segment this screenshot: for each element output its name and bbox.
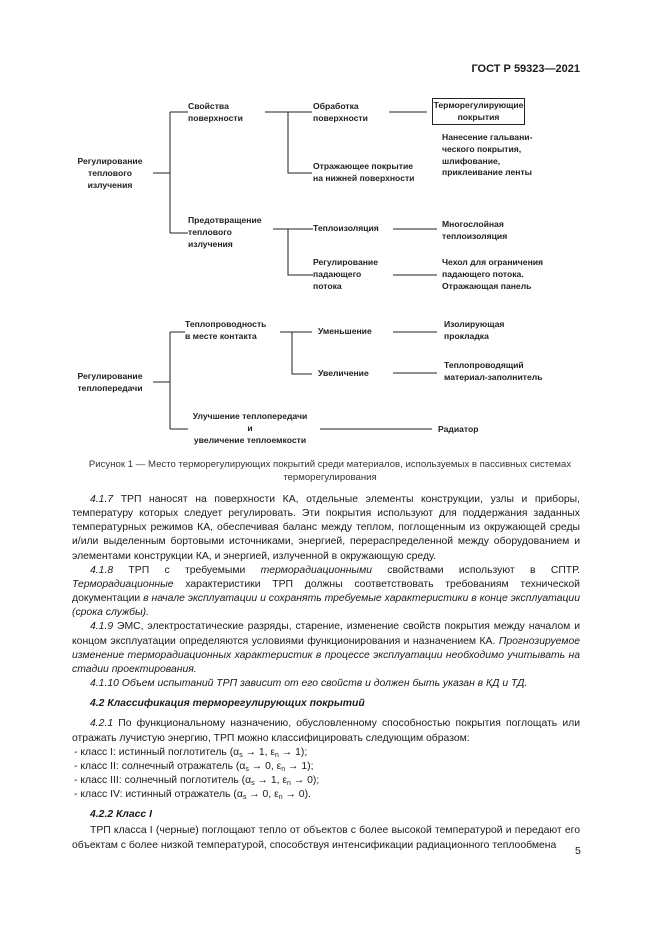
class-text: n bbox=[287, 779, 291, 787]
class-list bbox=[72, 746, 580, 803]
paragraph-4-1-10 bbox=[72, 677, 580, 691]
clause-number: 4.1.8 bbox=[90, 564, 114, 576]
class-text: → bbox=[242, 746, 259, 758]
class-text: 1 bbox=[270, 774, 277, 786]
class-text: → bbox=[248, 760, 266, 772]
class-list-item bbox=[72, 774, 580, 788]
paragraph-4-1-7 bbox=[72, 493, 580, 564]
class-text: , ε bbox=[270, 760, 282, 772]
section-heading-4-2: 4.2 Классификация терморегулирующих покрытий bbox=[90, 698, 365, 710]
text: в начале эксплуатации и сохранять требуемые характеристики в конце эксплуатации (срока службы). bbox=[72, 593, 580, 619]
class-text: 1 bbox=[258, 746, 265, 758]
class-list-item bbox=[72, 788, 580, 802]
text: 4.1.10 Объем испытаний ТРП зависит от его свойств и должен быть указан в КД и ТД. bbox=[90, 678, 528, 690]
class-text: s bbox=[251, 779, 255, 787]
diagram-node-root-transfer: Регулирование теплопередачи bbox=[77, 371, 143, 393]
diagram-node-incident-flow: Регулирование падающего потока bbox=[313, 257, 378, 291]
class-text: n bbox=[281, 765, 286, 773]
diagram-node-trp: Терморегулирующие покрытия bbox=[433, 100, 524, 122]
class-text: ); bbox=[312, 774, 320, 786]
class-text: s bbox=[245, 765, 249, 773]
class-text: 1 bbox=[295, 746, 301, 758]
class-text: n bbox=[278, 794, 283, 802]
diagram-node-cover-panel: Чехол для ограничения падающего потока. Отражающая панель bbox=[442, 257, 544, 291]
class-text: - bbox=[74, 774, 81, 786]
paragraph-4-2-2: ТРП класса I (черные) поглощают тепло от объектов с более высокой температурой и передают его объектам с более низкой температурой, способствуя интенсификации радиационного теплообмена bbox=[72, 825, 580, 851]
diagram-node-conductive-filler: Теплопроводящий материал-заполнитель bbox=[444, 360, 543, 382]
diagram-node-decrease: Уменьшение bbox=[318, 326, 372, 336]
diagram-node-increase: Увеличение bbox=[318, 368, 369, 378]
class-text: → bbox=[278, 746, 296, 758]
diagram-node-thermal-insulation: Теплоизоляция bbox=[313, 223, 379, 233]
class-text: 0 bbox=[262, 789, 269, 801]
class-text: → bbox=[282, 789, 299, 801]
text: свойствами используют в СПТР. bbox=[371, 564, 580, 576]
diagram-node-surface-treatment: Обработка поверхности bbox=[313, 101, 368, 123]
text: терморадиационными bbox=[260, 564, 372, 576]
text: ТРП с требуемыми bbox=[113, 564, 261, 576]
class-text: класс I: истинный поглотитель bbox=[80, 746, 227, 758]
diagram-node-insulating-gasket: Изолирующая прокладка bbox=[444, 319, 505, 341]
class-text: 1 bbox=[301, 760, 308, 772]
diagram-node-root-radiation: Регулирование теплового излучения bbox=[77, 156, 143, 190]
class-list-item bbox=[72, 760, 580, 774]
diagram-node-treatment-methods: Нанесение гальвани- ческого покрытия, шлифование, приклеивание ленты bbox=[442, 132, 533, 178]
page-number: 5 bbox=[575, 845, 581, 857]
class-text: ( bbox=[238, 774, 246, 786]
class-text: класс III: солнечный поглотитель bbox=[80, 774, 239, 786]
class-text: n bbox=[275, 751, 279, 759]
paragraph-4-2-1 bbox=[72, 717, 580, 745]
text: По функциональному назначению, обусловленному способностью покрытия поглощать или отражать лучистую энергию, ТРП можно классифицировать следующим образом: bbox=[72, 718, 580, 744]
clause-number: 4.1.7 bbox=[90, 494, 114, 505]
class-text: 0 bbox=[265, 760, 271, 772]
class-text: ( bbox=[226, 746, 234, 758]
heading-text: 4.2.2 Класс I bbox=[90, 809, 152, 821]
class-text: α bbox=[245, 774, 252, 786]
diagram-node-contact-conductivity: Теплопроводность в месте контакта bbox=[185, 319, 267, 341]
class-text: α bbox=[236, 789, 243, 801]
figure-caption: Рисунок 1 — Место терморегулирующих покрытий среди материалов, используемых в пассивных системах терморегулирования bbox=[88, 459, 572, 483]
class-text: - bbox=[74, 789, 81, 801]
document-id: ГОСТ Р 59323—2021 bbox=[471, 63, 580, 75]
clause-number: 4.2.1 bbox=[90, 718, 114, 730]
diagram-node-improve-transfer: Улучшение теплопередачи и увеличение теплоемкости bbox=[192, 411, 308, 445]
class-text: s bbox=[239, 751, 243, 759]
class-text: 0 bbox=[298, 789, 305, 801]
class-text: α bbox=[239, 760, 246, 772]
class-text: , ε bbox=[264, 746, 276, 758]
diagram-node-multilayer-insulation: Многослойная теплоизоляция bbox=[442, 219, 508, 241]
diagram-node-radiator: Радиатор bbox=[438, 424, 479, 434]
class-text: - bbox=[74, 760, 81, 772]
class-text: , ε bbox=[276, 774, 288, 786]
class-text: класс IV: истинный отражатель bbox=[80, 789, 231, 801]
text: ЭМС, электростатические разряды, старение, изменение свойств покрытия между началом и концом эксплуатации определяются условиями функционирования и назначением КА. bbox=[72, 621, 580, 647]
diagram-node-prevent-radiation: Предотвращение теплового излучения bbox=[188, 215, 262, 249]
class-text: → bbox=[254, 774, 271, 786]
class-text: → bbox=[246, 789, 263, 801]
text: характеристики ТРП должны соответствовать требованиям технической документации bbox=[72, 578, 580, 605]
class-text: ). bbox=[304, 789, 311, 801]
class-text: α bbox=[233, 746, 240, 758]
paragraph-4-1-9 bbox=[72, 620, 580, 677]
diagram-node-surface-props: Свойства поверхности bbox=[188, 101, 243, 123]
section-heading-4-2-2 bbox=[72, 808, 580, 822]
class-text: , ε bbox=[268, 789, 279, 801]
class-text: класс II: солнечный отражатель bbox=[80, 760, 234, 772]
paragraph-text: ТРП наносят на поверхности КА, отдельные элементы конструкции, узлы и приборы, температуру которых следует регулировать. Эти покрытия используют для поддержания заданных температурных режимов КА, обеспечивая баланс между теплом, поглощенным из окружающей среды и/или выделенным бортовыми источниками, энергией, перераспределенной между оборудованием и элементами конструкции КА, и энергией, излученной в окружающую среду. bbox=[72, 494, 580, 562]
class-text: → bbox=[290, 774, 308, 786]
clause-number: 4.1.9 bbox=[90, 621, 114, 633]
class-text: s bbox=[242, 794, 247, 802]
diagram-node-bottom-reflective: Отражающее покрытие на нижней поверхности bbox=[313, 161, 415, 183]
class-text: 0 bbox=[307, 774, 313, 786]
text: Прогнозируемое изменение терморадиационных характеристик в процессе эксплуатации необходимо учитывать на стадии проектирования. bbox=[72, 635, 580, 675]
class-text: ( bbox=[233, 760, 240, 772]
class-list-item bbox=[72, 746, 580, 760]
text: Терморадиационные bbox=[72, 578, 174, 590]
class-text: → bbox=[285, 760, 302, 772]
class-text: - bbox=[74, 746, 81, 758]
class-text: ( bbox=[230, 789, 237, 801]
paragraph-4-1-8 bbox=[72, 564, 580, 621]
body-text bbox=[72, 493, 580, 853]
class-text: ); bbox=[300, 746, 308, 758]
class-text: ); bbox=[307, 760, 314, 772]
